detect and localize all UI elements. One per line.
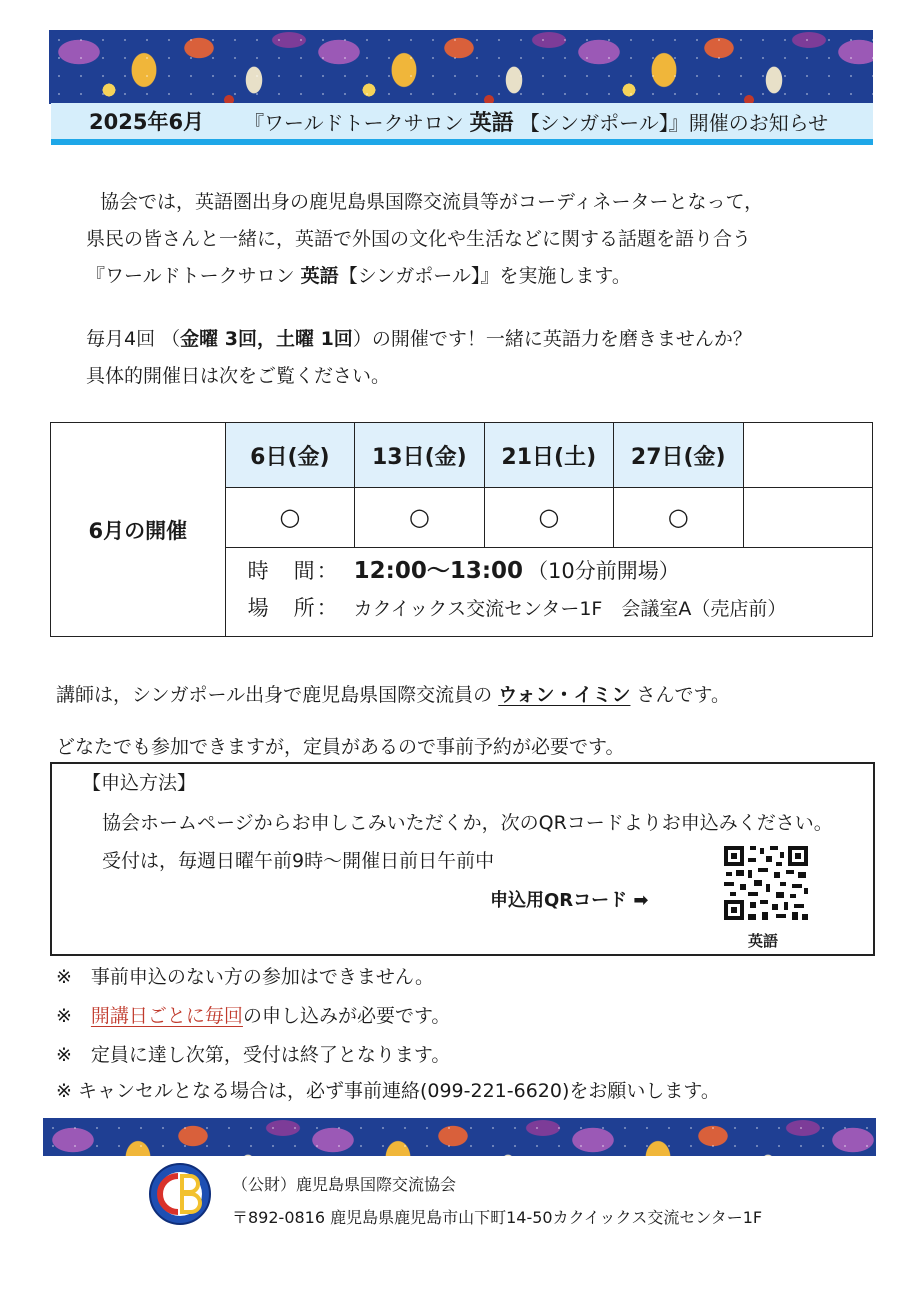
top-batik-banner xyxy=(49,30,873,104)
held-mark: ○ xyxy=(355,488,484,547)
place-row xyxy=(248,592,872,632)
held-mark: ○ xyxy=(225,488,354,547)
date-cell: 21日(土) xyxy=(484,423,613,488)
date-cell: 6日(金) xyxy=(225,423,354,488)
note-3: ※ 定員に達し次第，受付は終了となります。 xyxy=(56,1044,451,1066)
organization-address: 〒892-0816 鹿児島県鹿児島市山下町14-50カクイックス交流センター1F xyxy=(232,1208,763,1227)
time-value: 12:00〜13:00 xyxy=(353,557,524,584)
frequency-line-2: 具体的開催日は次をご覧ください。 xyxy=(86,365,391,387)
instructor-post: さんです。 xyxy=(636,684,730,706)
application-line-2: 受付は，毎週日曜午前9時〜開催日前日午前中 xyxy=(102,850,495,872)
note-2-post: の申し込みが必要です。 xyxy=(242,1005,451,1027)
frequency-line-1 xyxy=(86,321,752,358)
note-2 xyxy=(56,1001,450,1028)
intro-line-1: 協会では，英語圏出身の鹿児島県国際交流員等がコーディネーターとなって， xyxy=(100,191,764,213)
date-cell: 27日(金) xyxy=(614,423,743,488)
frequency-post: ）の開催です！一緒に英語力を磨きませんか？ xyxy=(352,328,752,350)
qr-code-icon[interactable] xyxy=(722,844,810,922)
instructor-pre: 講師は，シンガポール出身で鹿児島県国際交流員の xyxy=(56,684,493,706)
place-key: 場 所： xyxy=(247,595,340,620)
application-title: 【申込方法】 xyxy=(82,772,197,794)
intro-line-2: 県民の皆さんと一緒に，英語で外国の文化や生活などに関する話題を語り合う xyxy=(86,228,752,250)
association-logo-icon xyxy=(148,1162,212,1226)
title-prefix: 『ワールドトークサロン xyxy=(244,110,464,135)
time-row xyxy=(248,552,872,592)
qr-caption: 英語 xyxy=(748,932,779,950)
title-bar xyxy=(51,103,873,145)
title-suffix: 【シンガポール】』開催のお知らせ xyxy=(519,110,829,135)
note-1: ※ 事前申込のない方の参加はできません。 xyxy=(56,966,435,988)
note-4: ※ キャンセルとなる場合は，必ず事前連絡(099-221-6620)をお願いします。 xyxy=(56,1080,720,1102)
intro-line-3-pre: 『ワールドトークサロン xyxy=(86,265,301,287)
time-note: （10分前開場） xyxy=(527,558,680,583)
held-mark: ○ xyxy=(484,488,613,547)
organization-name: （公財）鹿児島県国際交流協会 xyxy=(232,1175,457,1194)
schedule-label: 6月の開催 xyxy=(51,423,226,637)
note-2-highlight: 開講日ごとに毎回 xyxy=(90,1005,243,1027)
place-value: カクイックス交流センター1F 会議室A（売店前） xyxy=(353,597,787,620)
frequency-bold: 金曜 3回，土曜 1回 xyxy=(180,328,353,350)
intro-line-3-post: 【シンガポール】』を実施します。 xyxy=(338,265,631,287)
title-language: 英語 xyxy=(469,110,514,136)
qr-label: 申込用QRコード ➡ xyxy=(490,890,649,911)
time-place-cell xyxy=(225,547,872,636)
held-mark: ○ xyxy=(614,488,743,547)
application-line-1: 協会ホームページからお申しこみいただくか，次のQRコードよりお申込みください。 xyxy=(102,812,833,834)
frequency-pre: 毎月4回 （ xyxy=(86,328,181,350)
booking-note: どなたでも参加できますが，定員があるので事前予約が必要です。 xyxy=(56,736,625,758)
empty-mark-cell xyxy=(743,488,873,547)
instructor-line xyxy=(56,680,730,707)
title-year-month: 2025年6月 xyxy=(89,110,205,134)
note-2-pre: ※ xyxy=(56,1005,91,1027)
empty-date-cell xyxy=(743,423,873,488)
intro-line-3-bold: 英語 xyxy=(300,265,339,287)
bottom-batik-banner xyxy=(43,1118,876,1156)
schedule-table xyxy=(50,422,873,637)
instructor-name: ウォン・イミン xyxy=(498,684,631,706)
application-box xyxy=(50,762,875,956)
intro-line-3 xyxy=(86,258,631,295)
time-key: 時 間： xyxy=(247,558,340,583)
date-cell: 13日(金) xyxy=(355,423,484,488)
